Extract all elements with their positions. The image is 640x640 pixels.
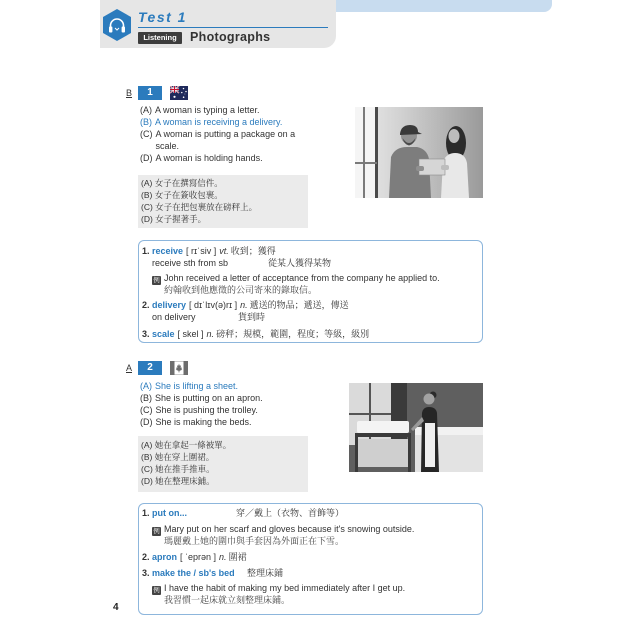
- vocab-meaning: 磅秤；規模，範圍，程度；等級，級別: [216, 329, 370, 339]
- title-divider: [138, 27, 328, 28]
- vocab-phrase: [139, 311, 479, 323]
- vocab-part-of-speech: vt.: [219, 246, 229, 256]
- option-label: (D): [140, 417, 153, 427]
- header-accent-band: [336, 0, 552, 12]
- option-label: (A): [140, 381, 152, 391]
- option-label: (C): [140, 405, 153, 415]
- vocabulary-box: [138, 240, 483, 343]
- option-text: She is pushing the trolley.: [155, 405, 258, 415]
- answer-option: [140, 104, 302, 116]
- test-title: Test 1: [138, 9, 187, 25]
- option-label: (A): [140, 105, 152, 115]
- translation-line: (D) 女子握著手。: [141, 214, 207, 224]
- vocab-part-of-speech: n.: [240, 300, 248, 310]
- translation-line: (A) 她在拿起一條被單。: [141, 440, 232, 450]
- option-label: (C): [140, 129, 153, 139]
- option-text: A woman is typing a letter.: [155, 105, 260, 115]
- vocab-number: 1.: [142, 246, 150, 256]
- translation-panel: [138, 436, 308, 492]
- answer-options: [140, 380, 302, 428]
- option-label: (B): [140, 393, 152, 403]
- vocab-number: 3.: [142, 329, 150, 339]
- example-marker-icon: 例: [153, 277, 160, 284]
- vocab-phonetic: [ skel ]: [177, 329, 204, 339]
- example-translation: 我習慣一起床就立刻整理床鋪。: [164, 595, 291, 605]
- translation-line: (D) 她在整理床鋪。: [141, 476, 215, 486]
- vocab-word: apron: [152, 552, 178, 562]
- vocab-part-of-speech: n.: [206, 329, 215, 339]
- vocab-meaning: 圍裙: [228, 552, 247, 562]
- phrase-meaning: 貨到時: [238, 312, 266, 322]
- vocab-part-of-speech: n.: [219, 552, 227, 562]
- example-text: John received a letter of acceptance from the company he applied to.: [164, 273, 440, 283]
- vocab-phrase: [139, 257, 479, 269]
- vocab-entry: [139, 507, 479, 519]
- vocab-number: 2.: [142, 300, 150, 310]
- vocab-phonetic: [ rɪˈsiv ]: [186, 246, 217, 256]
- question-number: 2: [138, 361, 162, 375]
- translation-panel: [138, 175, 308, 228]
- question-number: 1: [138, 86, 162, 100]
- translation-line: (B) 她在穿上圍裙。: [141, 452, 215, 462]
- answer-options: [140, 104, 302, 164]
- example-text: Mary put on her scarf and gloves because it's snowing outside.: [164, 524, 415, 534]
- vocab-number: 3.: [142, 568, 150, 578]
- vocab-phonetic: [ ˈeprən ]: [180, 552, 217, 562]
- vocab-word: scale: [152, 329, 175, 339]
- page-number: 4: [113, 602, 119, 613]
- vocab-number: 1.: [142, 508, 150, 518]
- option-text: She is making the beds.: [155, 417, 252, 427]
- option-label: (D): [140, 153, 153, 163]
- vocab-meaning: 遞送的物品；遞送，傳送: [249, 300, 349, 310]
- example-translation: 瑪麗戴上她的圍巾與手套因為外面正在下雪。: [164, 536, 345, 546]
- vocab-entry: [139, 567, 479, 579]
- translation-line: (C) 她在推手推車。: [141, 464, 215, 474]
- translation-line: (B) 女子在簽收包裹。: [141, 190, 223, 200]
- vocab-entry: [139, 328, 369, 340]
- vocab-word: make the / sb's bed: [152, 568, 235, 578]
- example-marker-icon: 例: [153, 587, 160, 594]
- option-label: (B): [140, 117, 152, 127]
- vocab-meaning: 收到；獲得: [230, 246, 276, 256]
- section-title: Photographs: [190, 30, 271, 44]
- vocab-word: delivery: [152, 300, 187, 310]
- answer-option: [140, 416, 302, 428]
- translation-line: (C) 女子在把包裹放在磅秤上。: [141, 202, 258, 212]
- section-badge: Listening: [138, 32, 182, 44]
- question-photo: [355, 107, 483, 198]
- vocabulary-box: [138, 503, 483, 615]
- example-marker-icon: 例: [153, 528, 160, 535]
- answer-option-correct: [140, 380, 302, 392]
- option-text: She is lifting a sheet.: [155, 381, 239, 391]
- answer-option-correct: [140, 116, 302, 128]
- answer-option: [140, 152, 302, 164]
- answer-option: [140, 128, 302, 152]
- option-text: A woman is putting a package on a scale.: [155, 129, 296, 151]
- option-text: A woman is holding hands.: [155, 153, 263, 163]
- question-photo: [349, 383, 483, 472]
- answer-key: B: [126, 88, 133, 98]
- vocab-entry: [139, 245, 276, 257]
- example-translation: 約翰收到他應徵的公司寄來的錄取信。: [164, 285, 318, 295]
- phrase-text: receive sth from sb: [152, 258, 229, 268]
- example-text: I have the habit of making my bed immediately after I get up.: [164, 583, 406, 593]
- vocab-word: put on...: [152, 508, 187, 518]
- answer-option: [140, 404, 302, 416]
- vocab-meaning: 穿／戴上（衣物、首飾等）: [236, 508, 345, 518]
- option-text: A woman is receiving a delivery.: [155, 117, 283, 127]
- vocab-phonetic: [ dɪˈlɪv(ə)rɪ ]: [189, 300, 238, 310]
- headphones-icon: [103, 9, 131, 41]
- vocab-entry: [139, 299, 349, 311]
- translation-line: (A) 女子在撰寫信件。: [141, 178, 223, 188]
- vocab-meaning: 整理床鋪: [247, 568, 284, 578]
- phrase-meaning: 從某人獲得某物: [268, 258, 332, 268]
- australia-flag-icon: [170, 86, 188, 100]
- phrase-text: on delivery: [152, 312, 196, 322]
- option-text: She is putting on an apron.: [155, 393, 263, 403]
- answer-option: [140, 392, 302, 404]
- vocab-number: 2.: [142, 552, 150, 562]
- answer-key: A: [126, 363, 133, 373]
- canada-flag-icon: [170, 361, 188, 375]
- vocab-word: receive: [152, 246, 184, 256]
- vocab-entry: [139, 551, 247, 563]
